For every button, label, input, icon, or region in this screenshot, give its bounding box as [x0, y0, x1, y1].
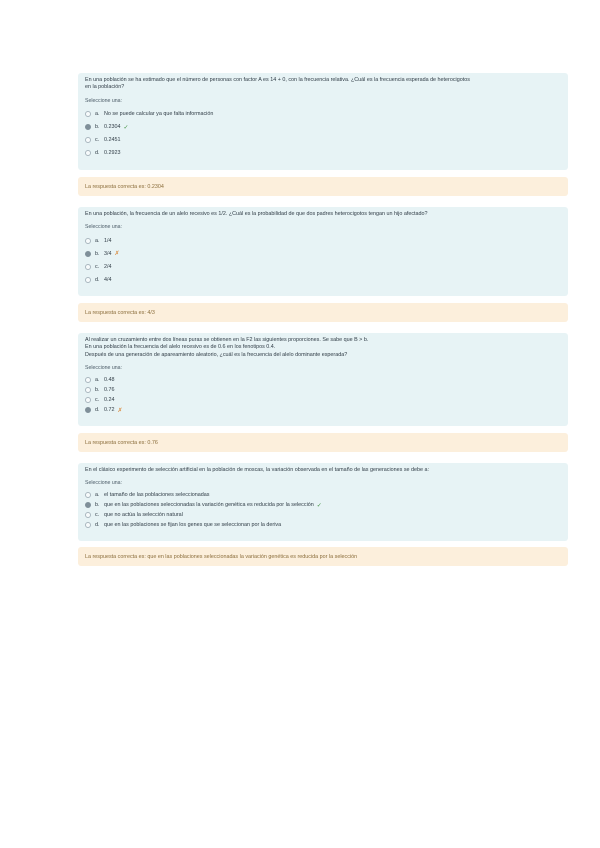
option-c[interactable]: [85, 134, 561, 147]
option-c[interactable]: [85, 260, 561, 273]
option-b[interactable]: [85, 121, 561, 134]
question-text: [85, 467, 561, 474]
option-letter: c.: [95, 397, 100, 404]
option-a[interactable]: [85, 234, 561, 247]
option-label: 4/4: [104, 276, 112, 283]
option-label: 0.24: [104, 397, 115, 404]
select-prompt: Seleccione una:: [85, 97, 122, 104]
option-d[interactable]: [85, 520, 561, 530]
feedback-box: La respuesta correcta es: 0.2304: [78, 177, 568, 196]
option-letter: d.: [95, 276, 100, 283]
option-label: 1/4: [104, 237, 112, 244]
option-letter: d.: [95, 407, 100, 414]
option-letter: a.: [95, 492, 100, 499]
option-letter: c.: [95, 137, 100, 144]
option-label: 0.2304: [104, 124, 121, 131]
question-3: [78, 333, 568, 426]
radio-button[interactable]: [85, 492, 91, 498]
option-letter: d.: [95, 522, 100, 529]
question-text-line: Al realizar un cruzamiento entre dos líneas puras se obtienen en la F2 las siguientes proporciones. Se sabe que B > b.: [85, 337, 369, 343]
radio-button[interactable]: [85, 397, 91, 403]
cross-icon: ✗: [114, 251, 120, 258]
option-letter: c.: [95, 263, 100, 270]
option-label: 3/4: [104, 250, 112, 257]
radio-button[interactable]: [85, 137, 91, 143]
option-a[interactable]: [85, 490, 561, 500]
option-letter: a.: [95, 237, 100, 244]
radio-button[interactable]: [85, 522, 91, 528]
option-c[interactable]: [85, 395, 561, 405]
option-label: No se puede calcular ya que falta información: [104, 111, 214, 118]
question-text: [85, 211, 561, 218]
option-label: 0.76: [104, 387, 115, 394]
option-d[interactable]: [85, 273, 561, 286]
option-label: 0.72: [104, 407, 115, 414]
question-1: [78, 73, 568, 170]
select-prompt: Seleccione una:: [85, 224, 122, 231]
radio-button-selected[interactable]: [85, 407, 91, 413]
option-label: que en las poblaciones se fijan los genes que se seleccionan por la deriva: [104, 522, 282, 529]
question-text-line: En una población la frecuencia del alelo recesivo es de 0.6 en los fenotipos 0.4.: [85, 344, 276, 351]
option-letter: a.: [95, 377, 100, 384]
option-c[interactable]: [85, 510, 561, 520]
cross-icon: ✗: [117, 407, 123, 414]
option-b[interactable]: [85, 500, 561, 510]
radio-button-selected[interactable]: [85, 502, 91, 508]
question-text: [85, 77, 561, 92]
radio-button-selected[interactable]: [85, 251, 91, 257]
feedback-box: La respuesta correcta es: 0.76: [78, 433, 568, 452]
question-text-line: En una población, la frecuencia de un alelo recesivo es 1/2. ¿Cuál es la probabilidad de que dos padres heterocigotos tengan un hijo afectado?: [85, 211, 428, 217]
option-letter: b.: [95, 387, 100, 394]
radio-button[interactable]: [85, 387, 91, 393]
option-d[interactable]: [85, 147, 561, 160]
feedback-box: La respuesta correcta es: 4/3: [78, 303, 568, 322]
option-letter: b.: [95, 124, 100, 131]
question-text: [85, 337, 561, 359]
check-icon: ✓: [123, 124, 129, 131]
option-b[interactable]: [85, 247, 561, 260]
radio-button[interactable]: [85, 111, 91, 117]
option-letter: a.: [95, 111, 100, 118]
question-2: [78, 207, 568, 296]
option-label: 0.2923: [104, 150, 121, 157]
option-letter: b.: [95, 502, 100, 509]
option-a[interactable]: [85, 375, 561, 385]
check-icon: ✓: [316, 502, 322, 509]
option-label: 0.2451: [104, 137, 121, 144]
feedback-box: La respuesta correcta es: que en las poblaciones seleccionadas la variación genética es reducida por la selección: [78, 547, 568, 566]
option-label: el tamaño de las poblaciones seleccionadas: [104, 492, 210, 499]
radio-button[interactable]: [85, 264, 91, 270]
radio-button-selected[interactable]: [85, 124, 91, 130]
option-a[interactable]: [85, 108, 561, 121]
radio-button[interactable]: [85, 377, 91, 383]
question-text-line: Después de una generación de apareamiento aleatorio, ¿cuál es la frecuencia del alelo dominante esperada?: [85, 351, 348, 358]
question-text-line: En una población se ha estimado que el número de personas con factor A es 14 + 0, con la frecuencia relativa. ¿Cuál es la frecuencia esperada de heterocigotos: [85, 77, 470, 83]
option-label: 0.48: [104, 377, 115, 384]
option-letter: d.: [95, 150, 100, 157]
option-label: que en las poblaciones seleccionadas la variación genética es reducida por la selección: [104, 502, 314, 509]
radio-button[interactable]: [85, 277, 91, 283]
option-label: que no actúa la selección natural: [104, 512, 183, 519]
question-text-line: En el clásico experimento de selección artificial en la población de moscas, la variación observada en el tamaño de las generaciones se debe a:: [85, 467, 430, 473]
select-prompt: Seleccione una:: [85, 365, 122, 372]
option-letter: b.: [95, 250, 100, 257]
question-4: [78, 463, 568, 541]
radio-button[interactable]: [85, 150, 91, 156]
radio-button[interactable]: [85, 512, 91, 518]
radio-button[interactable]: [85, 238, 91, 244]
select-prompt: Seleccione una:: [85, 480, 122, 487]
option-letter: c.: [95, 512, 100, 519]
option-b[interactable]: [85, 385, 561, 395]
question-text-line: en la población?: [85, 84, 125, 91]
option-label: 2/4: [104, 263, 112, 270]
option-d[interactable]: [85, 405, 561, 415]
